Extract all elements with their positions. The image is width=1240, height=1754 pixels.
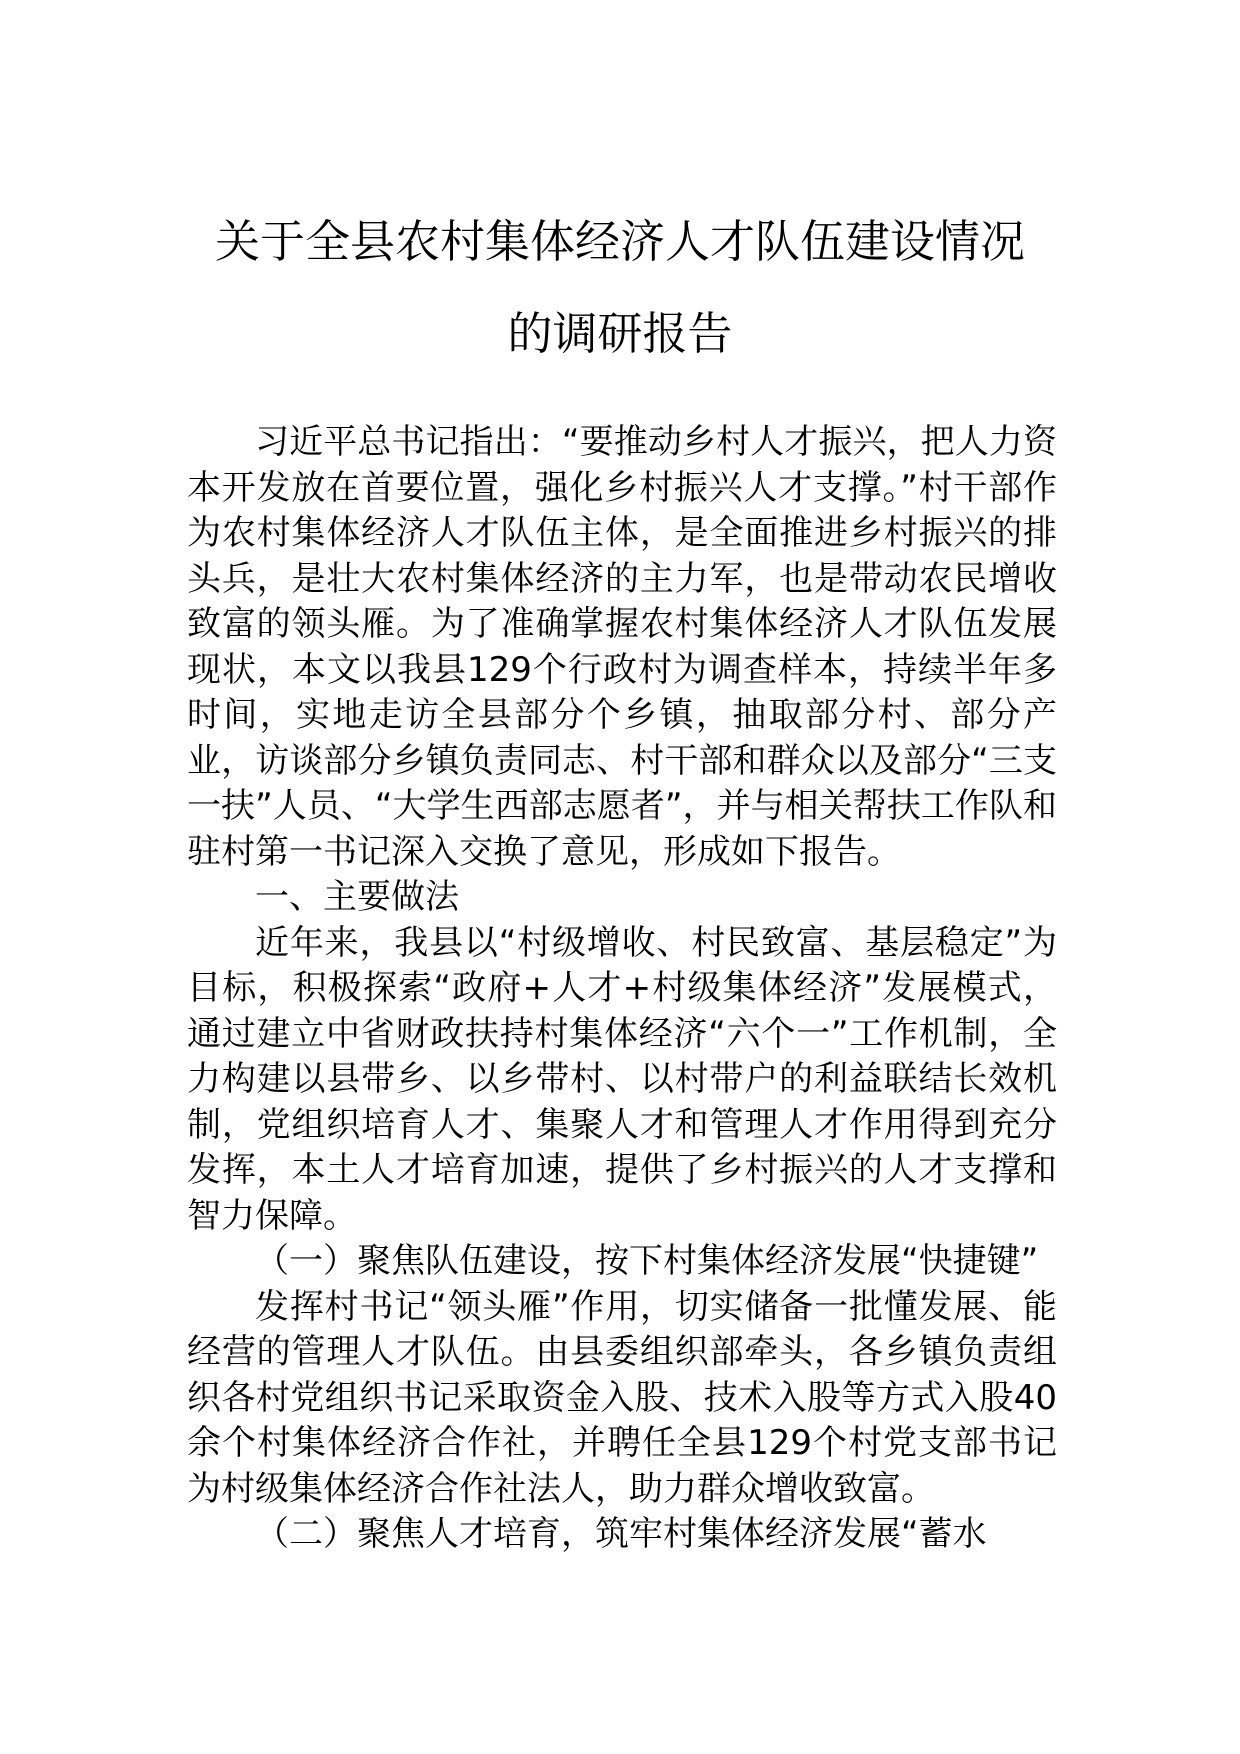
subsection-heading-team-building: （一）聚焦队伍建设，按下村集体经济发展“快捷键” bbox=[255, 1241, 1039, 1281]
document-title-line-2: 的调研报告 bbox=[507, 307, 733, 360]
section-heading-main-practices: 一、主要做法 bbox=[255, 877, 459, 917]
paragraph-main-practices: 近年来，我县以“村级增收、村民致富、基层稳定”为目标，积极探索“政府+人才+村级集体经济”发展模式，通过建立中省财政扶持村集体经济“六个一”工作机制，全力构建以县带乡、以乡带村、以村带户的利益联结长效机制，党组织培育人才、集聚人才和管理人才作用得到充分发挥，本土人才培育加速，提供了乡村振兴的人才支撑和智力保障。 bbox=[187, 922, 1057, 1236]
document-body bbox=[187, 420, 1057, 1558]
paragraph-team-building: 发挥村书记“领头雁”作用，切实储备一批懂发展、能经营的管理人才队伍。由县委组织部牵头，各乡镇负责组织各村党组织书记采取资金入股、技术入股等方式入股40余个村集体经济合作社，并聘任全县129个村党支部书记为村级集体经济合作社法人，助力群众增收致富。 bbox=[187, 1286, 1057, 1509]
document-title-line-1: 关于全县农村集体经济人才队伍建设情况 bbox=[214, 215, 1025, 268]
subsection-heading-talent-cultivation: （二）聚焦人才培育，筑牢村集体经济发展“蓄水 bbox=[255, 1514, 987, 1554]
paragraph-intro: 习近平总书记指出：“要推动乡村人才振兴，把人力资本开发放在首要位置，强化乡村振兴人才支撑。”村干部作为农村集体经济人才队伍主体，是全面推进乡村振兴的排头兵，是壮大农村集体经济的主力军，也是带动农民增收致富的领头雁。为了准确掌握农村集体经济人才队伍发展现状，本文以我县129个行政村为调查样本，持续半年多时间，实地走访全县部分个乡镇，抽取部分村、部分产业，访谈部分乡镇负责同志、村干部和群众以及部分“三支一扶”人员、“大学生西部志愿者”，并与相关帮扶工作队和驻村第一书记深入交换了意见，形成如下报告。 bbox=[187, 422, 1057, 872]
